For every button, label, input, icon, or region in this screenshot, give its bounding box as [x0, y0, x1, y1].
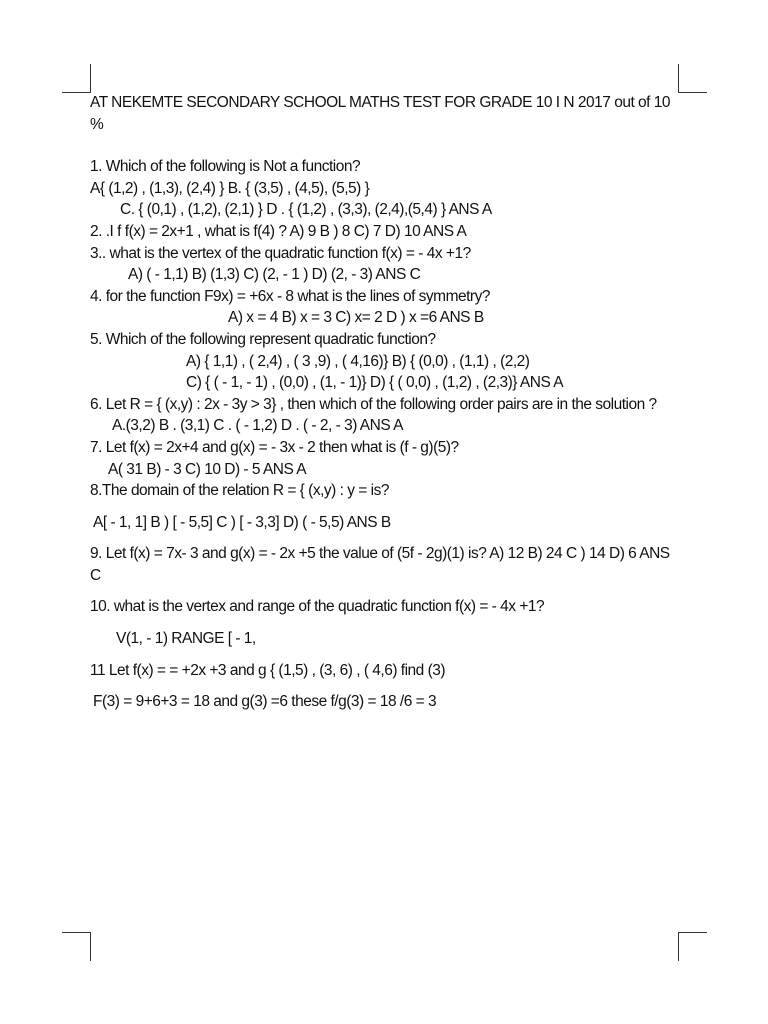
question-5-options-cd: C) { ( - 1, - 1) , (0,0) , (1, - 1)} D) { ( 0,0) , (1,2) , (2,3)} ANS A	[186, 374, 564, 392]
question-8-stem: 8.The domain of the relation R = { (x,y) : y = is?	[90, 482, 389, 500]
question-1-options-ab: A{ (1,2) , (1,3), (2,4) } B. { (3,5) , (4,5), (5,5) }	[90, 179, 370, 197]
question-3-stem: 3.. what is the vertex of the quadratic function f(x) = - 4x +1?	[90, 244, 471, 262]
question-5-stem: 5. Which of the following represent quadratic function?	[90, 330, 436, 348]
test-document	[90, 92, 680, 713]
document-title: AT NEKEMTE SECONDARY SCHOOL MATHS TEST FOR GRADE 10 I N 2017 out of 10 %	[90, 94, 671, 133]
question-11-stem: 11 Let f(x) = = +2x +3 and g { (1,5) , (3, 6) , ( 4,6) find (3)	[90, 661, 446, 679]
question-9: 9. Let f(x) = 7x- 3 and g(x) = - 2x +5 the value of (5f - 2g)(1) is? A) 12 B) 24 C ) 14 D) 6 ANS C	[90, 545, 670, 584]
question-1-options-cd: C. { (0,1) , (1,2), (2,1) } D . { (1,2) , (3,3), (2,4),(5,4) } ANS A	[120, 201, 492, 219]
question-10-answer: V(1, - 1) RANGE [ - 1,	[116, 630, 256, 648]
question-4-options: A) x = 4 B) x = 3 C) x= 2 D ) x =6 ANS B	[228, 309, 484, 327]
question-8-options: A[ - 1, 1] B ) [ - 5,5] C ) [ - 3,3] D) ( - 5,5) ANS B	[93, 513, 391, 531]
crop-mark-bottom-left	[62, 932, 91, 961]
crop-mark-top-left	[62, 64, 91, 93]
crop-mark-top-right	[678, 64, 707, 93]
question-6-stem: 6. Let R = { (x,y) : 2x - 3y > 3} , then which of the following order pairs are in the solution ?	[90, 395, 657, 413]
question-3-options: A) ( - 1,1) B) (1,3) C) (2, - 1 ) D) (2, - 3) ANS C	[128, 266, 421, 284]
question-1-stem: 1. Which of the following is Not a function?	[90, 158, 361, 176]
question-7-stem: 7. Let f(x) = 2x+4 and g(x) = - 3x - 2 then what is (f - g)(5)?	[90, 438, 459, 456]
question-6-options: A.(3,2) B . (3,1) C . ( - 1,2) D . ( - 2, - 3) ANS A	[112, 417, 403, 435]
question-10-stem: 10. what is the vertex and range of the quadratic function f(x) = - 4x +1?	[90, 598, 545, 616]
question-7-options: A( 31 B) - 3 C) 10 D) - 5 ANS A	[108, 460, 307, 478]
question-11-answer: F(3) = 9+6+3 = 18 and g(3) =6 these f/g(3) = 18 /6 = 3	[93, 693, 437, 711]
question-4-stem: 4. for the function F9x) = +6x - 8 what is the lines of symmetry?	[90, 287, 490, 305]
question-2: 2. .I f f(x) = 2x+1 , what is f(4) ? A) 9 B ) 8 C) 7 D) 10 ANS A	[90, 222, 467, 240]
crop-mark-bottom-right	[678, 932, 707, 961]
question-5-options-ab: A) { 1,1) , ( 2,4) , ( 3 ,9) , ( 4,16)} B) { (0,0) , (1,1) , (2,2)	[186, 352, 530, 370]
